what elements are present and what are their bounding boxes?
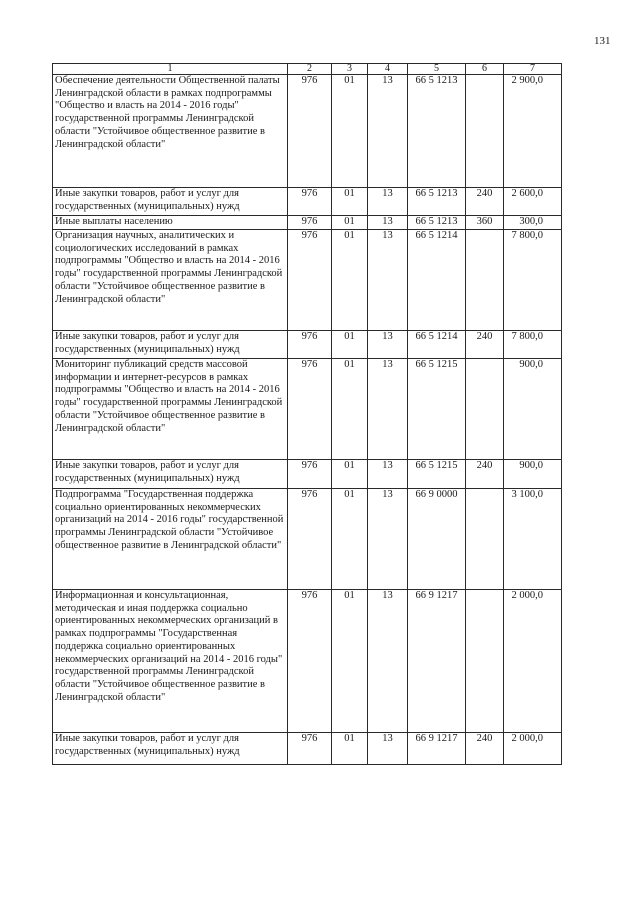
- row-code-col5: 66 5 1215: [408, 460, 466, 489]
- row-code-col5: 66 5 1213: [408, 216, 466, 230]
- row-code-col5: 66 5 1215: [408, 359, 466, 460]
- row-code-col4: 13: [368, 590, 408, 733]
- row-code-col2: 976: [288, 188, 332, 216]
- row-code-col5: 66 9 1217: [408, 590, 466, 733]
- row-description: Мониторинг публикаций средств массовой информации и интернет-ресурсов в рамках подпрограммы "Общество и власть на 2014 - 2016 годы" государственной программы Ленинградской области "Устойчивое общественное развитие в Ленинградской области": [53, 359, 288, 460]
- row-code-col6: [466, 590, 504, 733]
- row-code-col2: 976: [288, 359, 332, 460]
- row-amount: 900,0: [504, 359, 562, 460]
- row-code-col4: 13: [368, 489, 408, 590]
- row-code-col5: 66 5 1213: [408, 188, 466, 216]
- row-code-col4: 13: [368, 733, 408, 765]
- row-code-col3: 01: [332, 460, 368, 489]
- row-code-col3: 01: [332, 359, 368, 460]
- row-code-col6: 240: [466, 733, 504, 765]
- table-row: [53, 460, 562, 489]
- row-amount: 900,0: [504, 460, 562, 489]
- row-description: Иные выплаты населению: [53, 216, 288, 230]
- table-row: [53, 590, 562, 733]
- row-code-col6: [466, 230, 504, 331]
- table-row: [53, 489, 562, 590]
- row-amount: 300,0: [504, 216, 562, 230]
- table-row: [53, 230, 562, 331]
- row-description: Иные закупки товаров, работ и услуг для государственных (муниципальных) нужд: [53, 331, 288, 359]
- row-amount: 7 800,0: [504, 331, 562, 359]
- row-code-col6: 360: [466, 216, 504, 230]
- row-code-col4: 13: [368, 188, 408, 216]
- row-amount: 3 100,0: [504, 489, 562, 590]
- column-header: 2: [288, 64, 332, 75]
- row-code-col6: 240: [466, 331, 504, 359]
- row-code-col4: 13: [368, 331, 408, 359]
- table-row: [53, 359, 562, 460]
- column-header: 5: [408, 64, 466, 75]
- row-code-col3: 01: [332, 230, 368, 331]
- row-code-col2: 976: [288, 460, 332, 489]
- row-description: Подпрограмма "Государственная поддержка социально ориентированных некоммерческих организаций на 2014 - 2016 годы" государственной программы Ленинградской области "Устойчивое общественное развитие в Ленинградской области": [53, 489, 288, 590]
- row-code-col5: 66 5 1213: [408, 75, 466, 188]
- row-amount: 2 900,0: [504, 75, 562, 188]
- row-code-col2: 976: [288, 733, 332, 765]
- row-description: Информационная и консультационная, методическая и иная поддержка социально ориентированных некоммерческих организаций в рамках подпрограммы "Государственная поддержка социально ориентированных некоммерческих организаций на 2014 - 2016 годы" государственной программы Ленинградской области "Устойчивое общественное развитие в Ленинградской области": [53, 590, 288, 733]
- table-row: [53, 75, 562, 188]
- column-header: 7: [504, 64, 562, 75]
- table-row: [53, 188, 562, 216]
- row-code-col3: 01: [332, 733, 368, 765]
- row-amount: 2 000,0: [504, 590, 562, 733]
- column-header: 4: [368, 64, 408, 75]
- row-code-col3: 01: [332, 489, 368, 590]
- row-code-col4: 13: [368, 75, 408, 188]
- row-code-col5: 66 5 1214: [408, 230, 466, 331]
- row-code-col2: 976: [288, 230, 332, 331]
- table-row: [53, 733, 562, 765]
- row-code-col6: 240: [466, 188, 504, 216]
- column-header: 3: [332, 64, 368, 75]
- row-code-col5: 66 9 1217: [408, 733, 466, 765]
- table-row: [53, 216, 562, 230]
- row-code-col3: 01: [332, 188, 368, 216]
- row-description: Иные закупки товаров, работ и услуг для государственных (муниципальных) нужд: [53, 460, 288, 489]
- table-row: [53, 331, 562, 359]
- row-code-col3: 01: [332, 216, 368, 230]
- row-code-col6: [466, 75, 504, 188]
- row-code-col5: 66 5 1214: [408, 331, 466, 359]
- row-code-col2: 976: [288, 216, 332, 230]
- row-description: Обеспечение деятельности Общественной палаты Ленинградской области в рамках подпрограммы "Общество и власть на 2014 - 2016 годы" государственной программы Ленинградской области "Устойчивое общественное развитие в Ленинградской области": [53, 75, 288, 188]
- row-code-col4: 13: [368, 359, 408, 460]
- row-code-col3: 01: [332, 331, 368, 359]
- row-code-col2: 976: [288, 331, 332, 359]
- row-description: Организация научных, аналитических и социологических исследований в рамках подпрограммы "Общество и власть на 2014 - 2016 годы" государственной программы Ленинградской области "Устойчивое общественное развитие в Ленинградской области": [53, 230, 288, 331]
- column-header: 6: [466, 64, 504, 75]
- row-amount: 7 800,0: [504, 230, 562, 331]
- column-header: 1: [53, 64, 288, 75]
- row-amount: 2 600,0: [504, 188, 562, 216]
- row-code-col4: 13: [368, 230, 408, 331]
- table-header-row: [53, 64, 562, 75]
- page-number: 131: [594, 35, 611, 47]
- row-code-col2: 976: [288, 75, 332, 188]
- row-code-col3: 01: [332, 590, 368, 733]
- row-code-col6: [466, 489, 504, 590]
- row-code-col5: 66 9 0000: [408, 489, 466, 590]
- row-code-col6: [466, 359, 504, 460]
- row-description: Иные закупки товаров, работ и услуг для государственных (муниципальных) нужд: [53, 733, 288, 765]
- row-code-col3: 01: [332, 75, 368, 188]
- row-amount: 2 000,0: [504, 733, 562, 765]
- row-code-col4: 13: [368, 216, 408, 230]
- row-description: Иные закупки товаров, работ и услуг для государственных (муниципальных) нужд: [53, 188, 288, 216]
- row-code-col2: 976: [288, 590, 332, 733]
- row-code-col4: 13: [368, 460, 408, 489]
- budget-table: [52, 63, 562, 765]
- row-code-col2: 976: [288, 489, 332, 590]
- row-code-col6: 240: [466, 460, 504, 489]
